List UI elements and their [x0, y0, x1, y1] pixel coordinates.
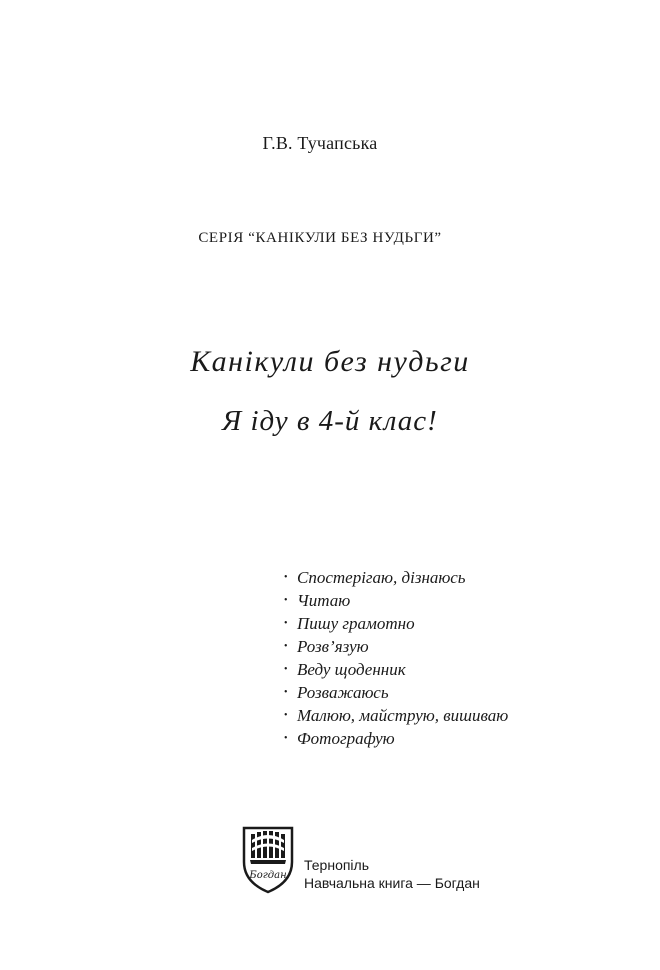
- book-subtitle: Я іду в 4-й клас!: [222, 405, 438, 437]
- list-item: [284, 589, 508, 612]
- publisher-name: Навчальна книга — Богдан: [304, 875, 480, 891]
- list-item: [284, 612, 508, 635]
- topic-label: Пишу грамотно: [297, 614, 415, 633]
- bullet-icon: •: [284, 664, 288, 675]
- topic-label: Розважаюсь: [297, 683, 389, 702]
- topic-label: Веду щоденник: [297, 660, 406, 679]
- publisher-city: Тернопіль: [304, 857, 370, 873]
- bullet-icon: •: [284, 641, 288, 652]
- topics-list: [284, 566, 508, 750]
- list-item: [284, 727, 508, 750]
- publisher-info: [304, 856, 480, 892]
- list-item: [284, 658, 508, 681]
- list-item: [284, 704, 508, 727]
- bullet-icon: •: [284, 710, 288, 721]
- topic-label: Розв’язую: [297, 637, 369, 656]
- list-item: [284, 566, 508, 589]
- publisher-logo-icon: [238, 822, 298, 896]
- bullet-icon: •: [284, 618, 288, 629]
- book-title: Канікули без нудьги: [190, 345, 470, 378]
- logo-lettering: Богдан: [249, 870, 287, 881]
- topic-label: Фотографую: [297, 729, 395, 748]
- author-name: Г.В. Тучапська: [262, 133, 378, 153]
- series-title: СЕРІЯ “КАНІКУЛИ БЕЗ НУДЬГИ”: [198, 230, 442, 246]
- bullet-icon: •: [284, 572, 288, 583]
- bullet-icon: •: [284, 687, 288, 698]
- topic-label: Читаю: [297, 591, 351, 610]
- topic-label: Спостерігаю, дізнаюсь: [297, 568, 466, 587]
- topic-label: Малюю, майструю, вишиваю: [297, 706, 509, 725]
- bullet-icon: •: [284, 733, 288, 744]
- bullet-icon: •: [284, 595, 288, 606]
- list-item: [284, 681, 508, 704]
- list-item: [284, 635, 508, 658]
